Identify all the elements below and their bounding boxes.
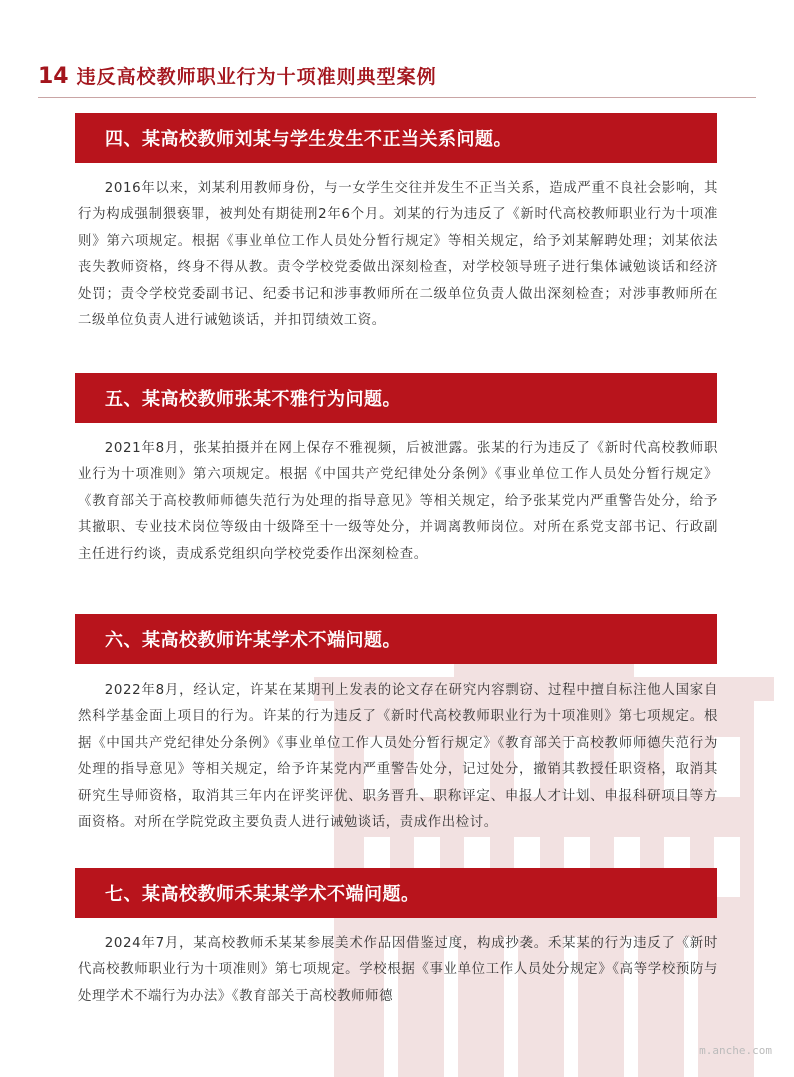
section-heading-text: 六、某高校教师许某学术不端问题。: [105, 630, 401, 651]
section-body-5: 2021年8月，张某拍摄并在网上保存不雅视频，后被泄露。张某的行为违反了《新时代高校教师职业行为十项准则》第六项规定。根据《中国共产党纪律处分条例》《事业单位工作人员处分暂行规定》《教育部关于高校教师师德失范行为处理的指导意见》等相关规定，给予张某党内严重警告处分，给予其撤职、专业技术岗位等级由十级降至十一级等处分，并调离教师岗位。对所在系党支部书记、行政副主任进行约谈，责成系党组织向学校党委作出深刻检查。: [78, 441, 718, 562]
site-watermark: m.anche.com: [699, 1044, 772, 1057]
section-heading-4: [75, 113, 717, 163]
page-number: 14: [38, 64, 69, 89]
section-body-7: 2024年7月，某高校教师禾某某参展美术作品因借鉴过度，构成抄袭。禾某某的行为违反了《新时代高校教师职业行为十项准则》第七项规定。学校根据《事业单位工作人员处分规定》《高等学校预防与处理学术不端行为办法》《教育部关于高校教师师德: [78, 936, 718, 1004]
section-heading-5: [75, 373, 717, 423]
header-divider: [38, 97, 756, 98]
page-header: [38, 62, 437, 94]
section-heading-7: [75, 868, 717, 918]
section-body-4: 2016年以来，刘某利用教师身份，与一女学生交往并发生不正当关系，造成严重不良社会影响，其行为构成强制猥亵罪，被判处有期徒刑2年6个月。刘某的行为违反了《新时代高校教师职业行为十项准则》第六项规定。根据《事业单位工作人员处分暂行规定》等相关规定，给予刘某解聘处理；刘某依法丧失教师资格，终身不得从教。责令学校党委做出深刻检查，对学校领导班子进行集体诫勉谈话和经济处罚；责令学校党委副书记、纪委书记和涉事教师所在二级单位负责人做出深刻检查；对涉事教师所在二级单位负责人进行诫勉谈话，并扣罚绩效工资。: [78, 181, 718, 329]
section-heading-text: 五、某高校教师张某不雅行为问题。: [105, 389, 401, 410]
section-heading-text: 七、某高校教师禾某某学术不端问题。: [105, 884, 420, 905]
page-title: 违反高校教师职业行为十项准则典型案例: [76, 66, 437, 88]
section-heading-6: [75, 614, 717, 664]
section-body-6: 2022年8月，经认定，许某在某期刊上发表的论文存在研究内容剽窃、过程中擅自标注他人国家自然科学基金面上项目的行为。许某的行为违反了《新时代高校教师职业行为十项准则》第七项规定。根据《中国共产党纪律处分条例》《事业单位工作人员处分暂行规定》《教育部关于高校教师师德失范行为处理的指导意见》等相关规定，给予许某党内严重警告处分，记过处分，撤销其教授任职资格，取消其研究生导师资格，取消其三年内在评奖评优、职务晋升、职称评定、申报人才计划、申报科研项目等方面资格。对所在学院党政主要负责人进行诫勉谈话，责成作出检讨。: [78, 683, 718, 831]
section-heading-text: 四、某高校教师刘某与学生发生不正当关系问题。: [105, 129, 512, 150]
